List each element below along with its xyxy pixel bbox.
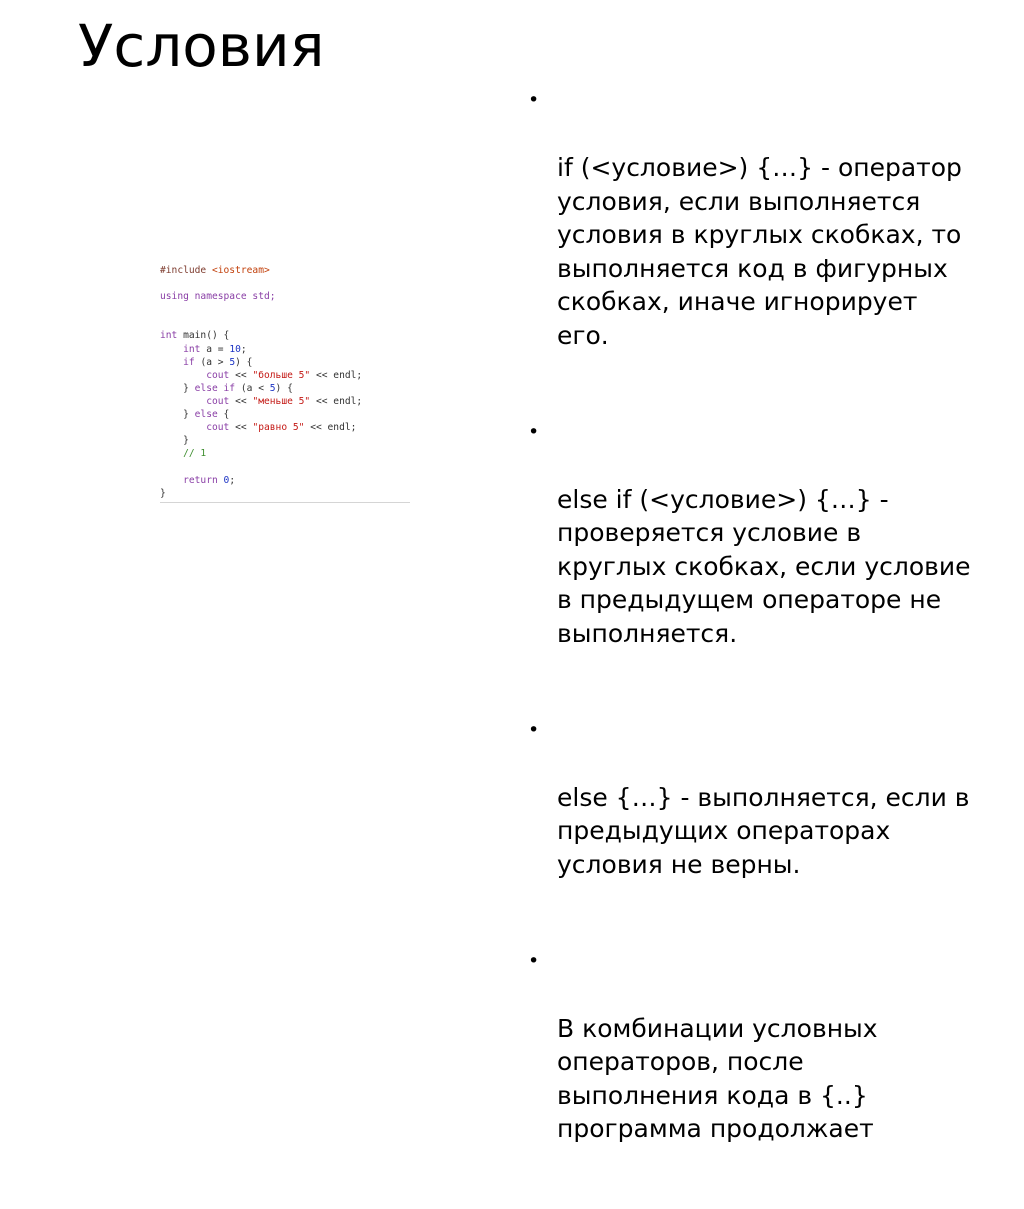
code-token: cout <box>206 369 230 381</box>
code-token: else if <box>194 382 236 394</box>
code-line <box>160 369 410 382</box>
code-token <box>160 344 183 355</box>
code-line <box>160 290 410 303</box>
code-token <box>160 357 183 368</box>
code-line <box>160 329 410 342</box>
code-line <box>160 447 410 460</box>
code-token: { <box>217 409 230 421</box>
code-token: int <box>160 330 178 342</box>
code-token: } <box>160 435 189 447</box>
code-token: else <box>194 409 218 421</box>
code-block <box>160 264 410 500</box>
code-line <box>160 474 410 487</box>
bullet-dot-icon: • <box>528 718 540 741</box>
bullet-item-combination <box>528 945 1020 1180</box>
code-token: ; <box>229 474 236 486</box>
code-line <box>160 434 410 447</box>
bullet-dot-icon: • <box>528 89 540 111</box>
code-line <box>160 316 410 329</box>
code-line <box>160 487 410 500</box>
code-token <box>160 448 183 459</box>
code-screenshot <box>160 264 410 503</box>
bullet-item-else-if <box>528 416 1020 684</box>
code-token: main() { <box>177 330 230 342</box>
code-line <box>160 460 410 473</box>
code-line <box>160 356 410 369</box>
code-line <box>160 264 410 277</box>
code-token: 5 <box>229 356 236 368</box>
bullet-dot-icon: • <box>528 949 540 972</box>
slide-title: Условия <box>78 12 325 80</box>
code-token: << endl; <box>310 395 363 407</box>
code-token: ) { <box>275 382 293 394</box>
code-token <box>160 396 206 407</box>
code-token: (a < <box>235 382 270 394</box>
bullet-item-if <box>528 84 1020 386</box>
code-token: 0 <box>223 474 230 486</box>
code-token: "больше 5" <box>252 369 311 381</box>
bullet-dot-icon: • <box>528 420 540 443</box>
code-token: "равно 5" <box>252 422 305 434</box>
code-token <box>160 475 183 486</box>
bullet-text: if (<условие>) {…} - оператор условия, если выполняется условия в круглых скобках, то выполняется код в фигурных скобках, иначе игнорирует его. <box>557 153 962 350</box>
bullet-text: В комбинации условных операторов, после выполнения кода в {..} программа продолжает <box>557 1013 878 1143</box>
code-line <box>160 395 410 408</box>
code-token: } <box>160 487 166 499</box>
code-line <box>160 382 410 395</box>
code-token: cout <box>206 422 230 434</box>
code-token: int <box>183 343 201 355</box>
code-token: using namespace std; <box>160 291 276 303</box>
code-token: a = <box>200 343 230 355</box>
code-token: << endl; <box>310 369 363 381</box>
code-line <box>160 408 410 421</box>
code-token <box>160 422 206 433</box>
code-token: (a > <box>194 356 230 368</box>
bullet-text: else if (<условие>) {…} - проверяется условие в круглых скобках, если условие в предыдущем операторе не выполняется. <box>557 484 971 648</box>
code-line <box>160 343 410 356</box>
code-token: // 1 <box>183 448 207 460</box>
code-token: << endl; <box>304 422 357 434</box>
code-line <box>160 303 410 316</box>
code-token: "меньше 5" <box>252 395 311 407</box>
code-token: } <box>160 409 195 421</box>
code-token: #include <box>160 265 212 276</box>
code-token: return <box>183 474 218 486</box>
code-token: <iostream> <box>211 265 270 276</box>
code-token: << <box>229 422 253 434</box>
code-token <box>160 370 206 381</box>
code-token: ; <box>240 343 247 355</box>
code-token: << <box>229 395 253 407</box>
code-token: cout <box>206 395 230 407</box>
code-token: if <box>183 356 195 368</box>
bullet-list <box>528 84 1020 1209</box>
code-token: 10 <box>229 343 241 355</box>
code-token: << <box>229 369 253 381</box>
code-line <box>160 421 410 434</box>
code-token: 5 <box>269 382 276 394</box>
bullet-item-else <box>528 714 1020 915</box>
code-token: } <box>160 382 195 394</box>
bullet-text: else {…} - выполняется, если в предыдущих операторах условия не верны. <box>557 782 970 879</box>
code-line <box>160 277 410 290</box>
code-token: ) { <box>235 356 253 368</box>
